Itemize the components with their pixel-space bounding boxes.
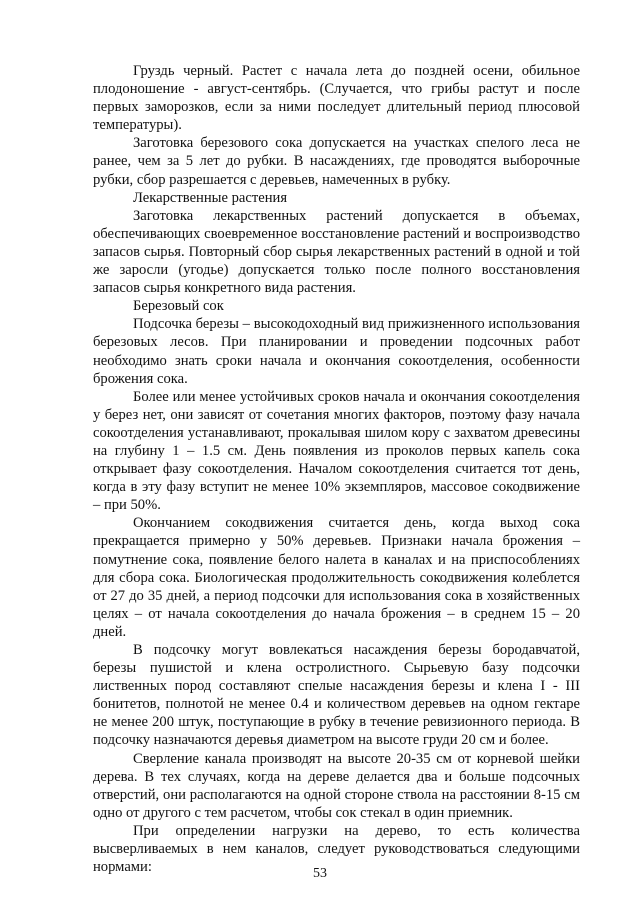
- paragraph-sap-flow-start: Более или менее устойчивых сроков начала и окончания сокоотделения у берез нет, они зависят от сочетания многих факторов, поэтому фазу начала сокоотделения устанавливают, прокалывая шилом кору с захватом древесины на глубину 1 – 1.5 см. День появления из проколов первых капель сока открывает фазу сокоотделения. Началом сокоотделения считается тот день, когда в эту фазу вступит не менее 10% экземпляров, массовое сокодвижение – при 50%.: [93, 388, 580, 514]
- paragraph-medicinal-plants: Заготовка лекарственных растений допускается в объемах, обеспечивающих своевременное восстановление растений и воспроизводство запасов сырья. Повторный сбор сырья лекарственных растений в одной и той же заросли (угодье) допускается только после полного восстановления запасов сырья конкретного вида растения.: [93, 207, 580, 297]
- heading-medicinal-plants: Лекарственные растения: [133, 189, 288, 206]
- paragraph-gruzd: Груздь черный. Растет с начала лета до поздней осени, обильное плодоношение - август-сентябрь. (Случается, что грибы растут и после первых заморозков, если за ними последует длительный период плюсовой температуры).: [93, 63, 580, 134]
- paragraph-drilling: Сверление канала производят на высоте 20-35 см от корневой шейки дерева. В тех случаях, когда на дереве делается два и больше подсочных отверстий, они располагаются на одной стороне ствола на расстоянии 8-15 см одно от другого с тем расчетом, чтобы сок стекал в один приемник.: [93, 750, 580, 821]
- document-page: [93, 62, 580, 876]
- paragraph-birch-tapping: Подсочка березы – высокодоходный вид прижизненного использования березовых лесов. При планировании и проведении подсочных работ необходимо знать сроки начала и окончания сокоотделения, особенности брожения сока.: [93, 316, 580, 387]
- paragraph-tapping-stands: В подсочку могут вовлекаться насаждения березы бородавчатой, березы пушистой и клена остролистного. Сырьевую базу подсочки лиственных пород составляют спелые насаждения березы и клена I - III бонитетов, полнотой не менее 0.4 и количеством деревьев на одном гектаре не менее 200 штук, поступающие в рубку в течение ревизионного периода. В подсочку назначаются деревья диаметром на высоте груди 20 см и более.: [93, 642, 580, 749]
- paragraph-load-norms: При определении нагрузки на дерево, то есть количества высверливаемых в нем каналов, следует руководствоваться следующими нормами:: [93, 822, 580, 876]
- paragraph-sap-flow-end: Окончанием сокодвижения считается день, когда выход сока прекращается примерно у 50% деревьев. Признаки начала брожения – помутнение сока, появление белого налета в каналах и на приспособлениях для сбора сока. Биологическая продолжительность сокодвижения колеблется от 27 до 35 дней, а период подсочки для использования сока в хозяйственных целях – от начала сокоотделения до начала брожения – в среднем 15 – 20 дней.: [93, 515, 580, 640]
- page-number: 53: [313, 866, 327, 881]
- heading-birch-sap: Березовый сок: [133, 298, 224, 315]
- paragraph-birch-sap-harvest: Заготовка березового сока допускается на участках спелого леса не ранее, чем за 5 лет до рубки. В насаждениях, где проводятся выборочные рубки, сбор разрешается с деревьев, намеченных в рубку.: [93, 135, 580, 188]
